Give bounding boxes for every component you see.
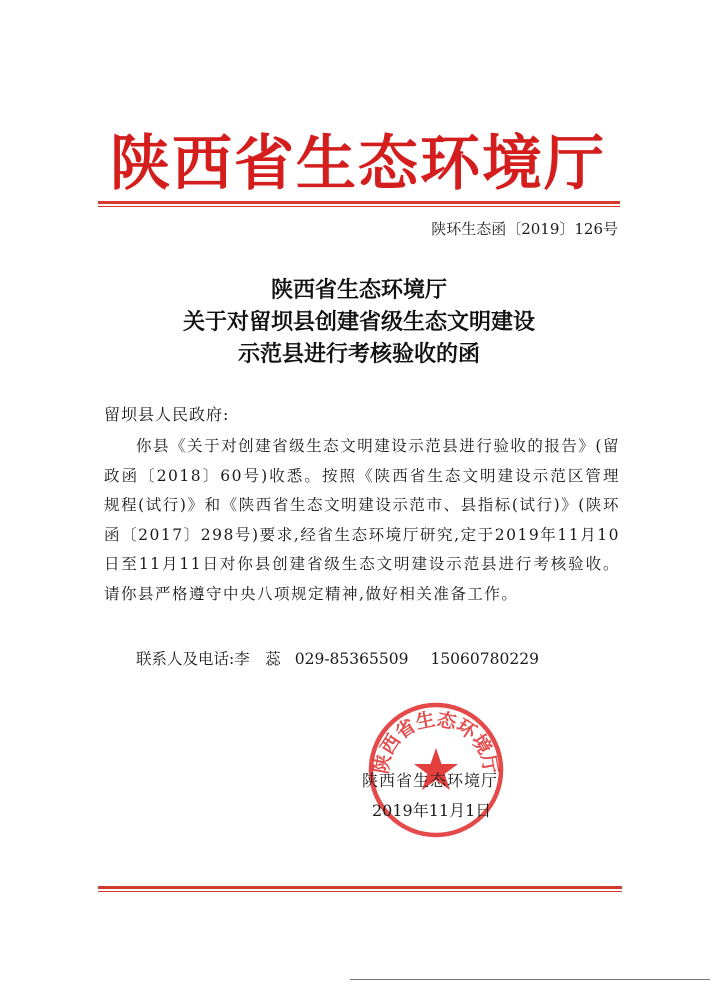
footer-rule-thin [98, 891, 622, 892]
letterhead-title: 陕西省生态环境厅 [110, 129, 606, 199]
title-line-3: 示范县进行考核验收的函 [237, 342, 480, 367]
contact-info [136, 647, 539, 671]
letterhead-rule-thin [98, 206, 620, 207]
page-edge-line [350, 979, 710, 980]
addressee: 留坝县人民政府: [104, 405, 230, 424]
title-line-2: 关于对留坝县创建省级生态文明建设 [182, 310, 535, 335]
contact-label: 联系人及电话:李 蕊 [136, 650, 281, 668]
signature-date: 2019年11月1日 [372, 801, 492, 820]
body-paragraph: 你县《关于对创建省级生态文明建设示范县进行验收的报告》(留政函〔2018〕60号)收悉。按照《陕西省生态文明建设示范区管理规程(试行)》和《陕西省生态文明建设示范市、县指标(试行)》(陕环函〔2017〕298号)要求,经省生态环境厅研究,定于2019年11月10日至11月11日对你县创建省级生态文明建设示范县进行考核验收。请你县严格遵守中央八项规定精神,做好相关准备工作。 [104, 437, 620, 603]
letterhead-rule [98, 201, 620, 204]
footer-rule [98, 886, 622, 889]
contact-phone-landline: 029-85365509 [294, 650, 409, 668]
contact-phone-mobile: 15060780229 [430, 650, 539, 668]
document-number: 陕环生态函〔2019〕126号 [431, 220, 618, 238]
seal-text-path: 陕西省生态环境厅 [370, 708, 502, 776]
title-line-1: 陕西省生态环境厅 [270, 278, 447, 303]
signer-organization: 陕西省生态环境厅 [362, 771, 499, 790]
